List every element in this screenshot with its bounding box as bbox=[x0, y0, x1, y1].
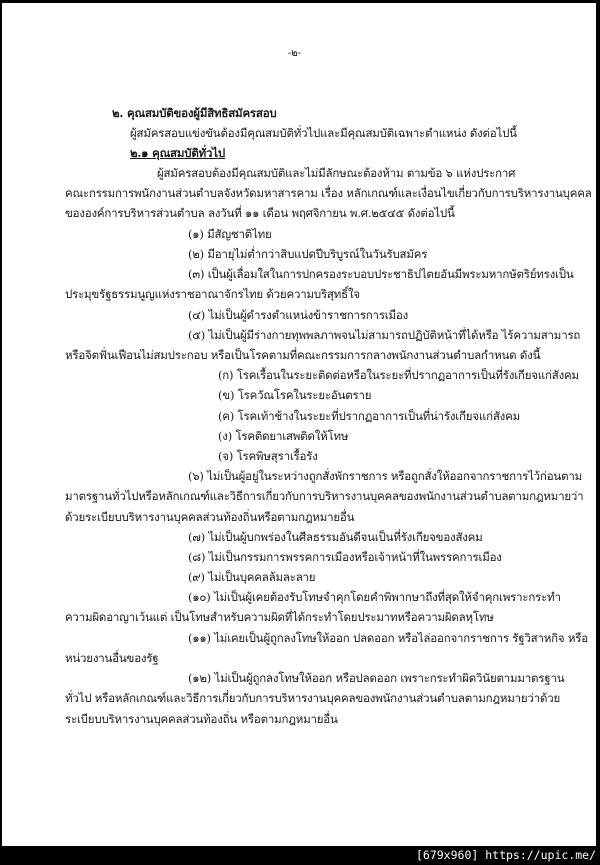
sub-list-item: (ก) โรคเรื้อนในระยะติดต่อหรือในระยะที่ปรากฏอาการเป็นที่รังเกียจแก่สังคม bbox=[218, 368, 579, 382]
list-item-continuation: ด้วยระเบียบบริหารงานบุคคลส่วนท้องถิ่นหรือตามกฎหมายอื่น bbox=[65, 510, 355, 524]
sub-list-item: (จ) โรคพิษสุราเรื้อรัง bbox=[218, 449, 318, 463]
list-item: (๑๒) ไม่เป็นผู้ถูกลงโทษให้ออก หรือปลดออก เพราะกระทำผิดวินัยตามมาตรฐาน bbox=[188, 671, 565, 685]
list-item: (๙) ไม่เป็นบุคคลล้มละลาย bbox=[188, 570, 316, 584]
list-item: (๕) ไม่เป็นผู้มีร่างกายทุพพลภาพจนไม่สามารถปฏิบัติหน้าที่ได้หรือ ไร้ความสามารถ bbox=[188, 328, 581, 342]
sub-list-item: (ง) โรคติดยาเสพติดให้โทษ bbox=[218, 429, 349, 443]
paragraph-line: ผู้สมัครสอบต้องมีคุณสมบัติและไม่มีลักษณะต้องห้าม ตามข้อ ๖ แห่งประกาศ bbox=[157, 166, 516, 180]
list-item: (๖) ไม่เป็นผู้อยู่ในระหว่างถูกสั่งพักราชการ หรือถูกสั่งให้ออกจากราชการไว้ก่อนตาม bbox=[188, 469, 582, 483]
subsection-heading: ๒.๑ คุณสมบัติทั่วไป bbox=[130, 146, 225, 160]
list-item-continuation: ทั่วไป หรือหลักเกณฑ์และวิธีการเกี่ยวกับการบริหารงานบุคคลของพนักงานส่วนตำบลตามกฎหมายว่าด้วย bbox=[65, 691, 561, 705]
list-item: (๘) ไม่เป็นกรรมการพรรคการเมืองหรือเจ้าหน้าที่ในพรรคการเมือง bbox=[188, 550, 502, 564]
document-page bbox=[2, 3, 596, 846]
list-item-continuation: ระเบียบบริหารงานบุคคลส่วนท้องถิ่น หรือตามกฎหมายอื่น bbox=[65, 712, 338, 726]
section-intro: ผู้สมัครสอบแข่งขันต้องมีคุณสมบัติทั่วไปและมีคุณสมบัติเฉพาะตำแหน่ง ดังต่อไปนี้ bbox=[130, 126, 517, 140]
list-item: (๒) มีอายุไม่ต่ำกว่าสิบแปดปีบริบูรณ์ในวันรับสมัคร bbox=[188, 247, 428, 261]
sub-list-item: (ข) โรควัณโรคในระยะอันตราย bbox=[218, 388, 372, 402]
list-item: (๑) มีสัญชาติไทย bbox=[188, 227, 272, 241]
list-item: (๔) ไม่เป็นผู้ดำรงตำแหน่งข้าราชการการเมือง bbox=[188, 308, 409, 322]
sub-list-item: (ค) โรคเท้าช้างในระยะที่ปรากฏอาการเป็นที่น่ารังเกียจแก่สังคม bbox=[218, 409, 520, 423]
page-number: -๒- bbox=[288, 48, 301, 59]
list-item-continuation: ความผิดอาญาเว้นแต่ เป็นโทษสำหรับความผิดที่ได้กระทำโดยประมาทหรือความผิดลหุโทษ bbox=[65, 610, 494, 624]
list-item-continuation: มาตรฐานทั่วไปหรือหลักเกณฑ์และวิธีการเกี่ยวกับการบริหารงานบุคคลของพนักงานส่วนตำบลตามกฎหมายว่า bbox=[65, 489, 584, 503]
paragraph-line: ขององค์การบริหารส่วนตำบล ลงวันที่ ๑๑ เดือน พฤศจิกายน พ.ศ.๒๕๔๕ ดังต่อไปนี้ bbox=[65, 206, 455, 220]
list-item: (๗) ไม่เป็นผู้บกพร่องในศีลธรรมอันดีจนเป็นที่รังเกียจของสังคม bbox=[188, 530, 483, 544]
list-item: (๓) เป็นผู้เลื่อมใสในการปกครองระบอบประชาธิปไตยอันมีพระมหากษัตริย์ทรงเป็น bbox=[188, 267, 574, 281]
section-heading: ๒. คุณสมบัติของผู้มีสิทธิสมัครสอบ bbox=[112, 106, 277, 120]
list-item-continuation: ประมุขรัฐธรรมนูญแห่งราชอาณาจักรไทย ด้วยความบริสุทธิ์ใจ bbox=[65, 287, 360, 301]
list-item: (๑๐) ไม่เป็นผู้เคยต้องรับโทษจำคุกโดยคำพิพากษาถึงที่สุดให้จำคุกเพราะกระทำ bbox=[188, 590, 561, 604]
footer-bar bbox=[0, 846, 600, 865]
list-item: (๑๑) ไม่เคยเป็นผู้ถูกลงโทษให้ออก ปลดออก หรือไล่ออกจากราชการ รัฐวิสาหกิจ หรือ bbox=[188, 631, 588, 645]
list-item-continuation: หรือจิตฟั่นเฟือนไม่สมประกอบ หรือเป็นโรคตามที่คณะกรรมการกลางพนักงานส่วนตำบลกำหนด ดังนี้ bbox=[65, 348, 541, 362]
paragraph-line: คณะกรรมการพนักงานส่วนตำบลจังหวัดมหาสารคาม เรื่อง หลักเกณฑ์และเงื่อนไขเกี่ยวกับการบริหารงานบุคคล bbox=[65, 186, 592, 200]
list-item-continuation: หน่วยงานอื่นของรัฐ bbox=[65, 651, 159, 665]
image-host-watermark: [679x960] https://upic.me/ bbox=[415, 848, 596, 862]
